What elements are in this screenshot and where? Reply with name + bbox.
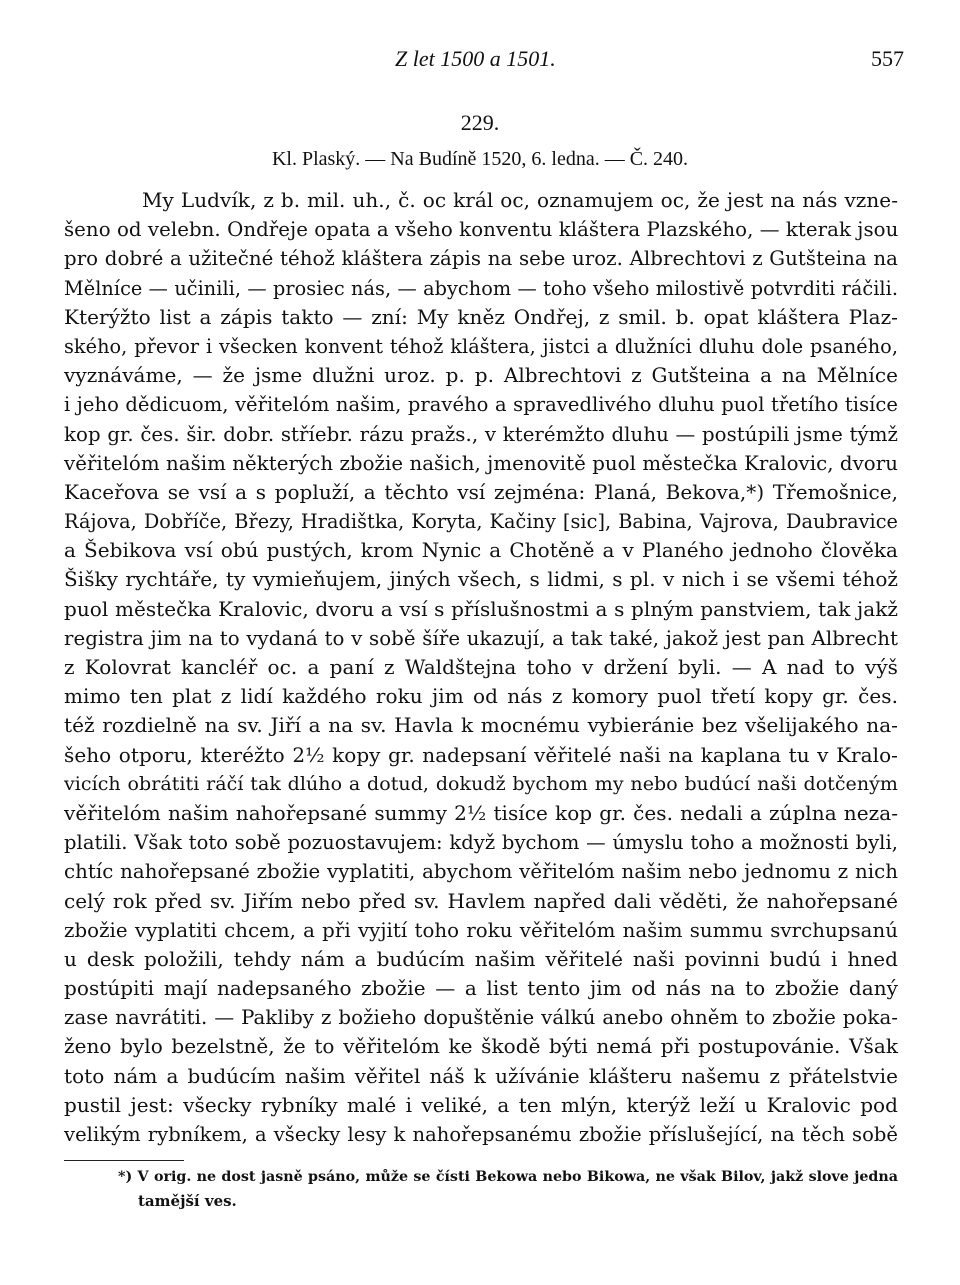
text-line: šeno od velebn. Ondřeje opata a všeho konventu kláštera Plazského, — kterak jsou: [64, 218, 899, 242]
text-line: Kterýžto list a zápis takto — zní: My kněz Ondřej, z smil. b. opat kláštera Plaz-: [64, 304, 898, 329]
text-line: ženo bylo bezelstně, že to věřitelóm ke škodě býti nemá při postupovánie. Však: [64, 1034, 898, 1059]
document-number: 229.: [460, 110, 500, 135]
text-line: zase navrátiti. — Pakliby z božieho dopuštěnie válkú anebo ohněm to zbožie poka-: [64, 1006, 898, 1030]
text-line: vicích obrátiti ráčí tak dlúho a dotud, dokudž bychom my nebo budúcí naši dotčeným: [64, 772, 898, 795]
running-head: [0, 46, 960, 80]
text-line: z Kolovrat kancléř oc. a paní z Waldštejna toho v držení byli. — A nad to výš: [64, 655, 898, 679]
footnote: [118, 1165, 898, 1213]
text-line: Kaceřova se vsí a s popluží, a těchto vsí zejména: Planá, Bekova,*) Třemošnice,: [64, 479, 898, 504]
text-line: též rozdielně na sv. Jiří a na sv. Havla k mocnému vybieránie bez všelijakého na-: [64, 713, 898, 738]
text-line: pustil jest: všecky rybníky malé i veliké, a ten mlýn, kterýž leží u Kralovic pod: [64, 1092, 898, 1117]
body-text: [64, 186, 898, 1149]
text-line: u desk položili, tehdy nám a budúcím našim věřitelé naši povinni budú i hned: [64, 946, 898, 971]
text-line: pro dobré a užitečné téhož kláštera zápis na sebe uroz. Albrechtovi z Gutšteina na: [64, 247, 898, 271]
text-line: ského, převor i všecken konvent téhož kláštera, jistci a dlužníci dluhu dole psaného,: [64, 334, 898, 358]
text-line: puol městečka Kralovic, dvoru a vsí s příslušnostmi a s plným panstviem, tak jakž: [64, 596, 898, 621]
text-line: platili. Však toto sobě pozuostavujem: když bychom — úmyslu toho a možnosti byli,: [64, 831, 898, 855]
text-line: věřitelóm našim některých zbožie našich, jmenovitě puol městečka Kralovic, dvoru: [64, 451, 898, 475]
text-line: kop gr. čes. šir. dobr. stříebr. rázu pražs., v kterémžto dluhu — postúpili jsme týmž: [64, 422, 898, 446]
running-title: Z let 1500 a 1501.: [395, 46, 556, 71]
text-line: toto nám a budúcím našim věřitel náš k užívánie klášteru našemu z přátelstvie: [64, 1063, 898, 1088]
footnote-line: *) V orig. ne dost jasně psáno, může se čísti Bekowa nebo Bikowa, ne však Bilov, jakž slove jedna: [118, 1169, 898, 1185]
text-line: Mělníce — učinili, — prosiec nás, — abychom — toho všeho milostivě potvrditi ráčili.: [64, 276, 898, 300]
text-line: velikým rybníkem, a všecky lesy k nahořepsanému zbožie příslušející, na těch sobě: [64, 1123, 898, 1146]
text-line: šeho otporu, kteréžto 2½ kopy gr. nadepsaní věřitelé naši na kaplana tu v Kralo-: [64, 742, 898, 767]
text-line: celý rok před sv. Jiřím nebo před sv. Havlem napřed dali věděti, že nahořepsané: [64, 888, 898, 913]
text-line: věřitelóm našim nahořepsané summy 2½ tisíce kop gr. čes. nedali a zúplna neza-: [64, 800, 898, 825]
text-line: i jeho dědicuom, věřitelóm našim, pravého a spravedlivého dluhu puol třetího tisíce: [64, 393, 898, 417]
text-line: mimo ten plat z lidí každého roku jim od nás z komory puol třetí kopy gr. čes.: [64, 684, 898, 709]
text-line: Šišky rychtáře, ty vymieňujem, jiných všech, s lidmi, s pl. v nich i se všemi téhož: [64, 567, 898, 592]
page-number: 557: [871, 46, 904, 71]
footnote-line: tamější ves.: [138, 1192, 237, 1210]
text-line: zbožie vyplatiti chcem, a při vyjití toho roku věřitelóm našim summu svrchupsanú: [64, 918, 898, 942]
text-line: registra jim na to vydaná to v sobě šíře ukazují, a tak také, jakož jest pan Albrecht: [64, 626, 898, 650]
text-line: a Šebikova vsí obú pustých, krom Nynic a Chotěně a v Planého jednoho člověka: [64, 538, 898, 563]
footnote-rule: [64, 1160, 184, 1161]
text-line: Rájova, Dobříče, Březy, Hradištka, Koryta, Kačiny [sic], Babina, Vajrova, Daubravice: [64, 510, 898, 534]
text-line: postúpiti mají nadepsaného zbožie — a list tento jim od nás na to zbožie daný: [64, 976, 898, 1001]
document-meta: Kl. Plaský. — Na Budíně 1520, 6. ledna. — Č. 240.: [271, 148, 689, 170]
text-line: chtíc nahořepsané zbožie vyplatiti, abychom věřitelóm našim nebo jednomu z nich: [64, 860, 898, 884]
text-line: My Ludvík, z b. mil. uh., č. oc král oc, oznamujem oc, že jest na nás vzne-: [142, 188, 898, 212]
text-line: vyznáváme, — že jsme dlužni uroz. p. p. Albrechtovi z Gutšteina a na Mělníce: [64, 363, 898, 388]
